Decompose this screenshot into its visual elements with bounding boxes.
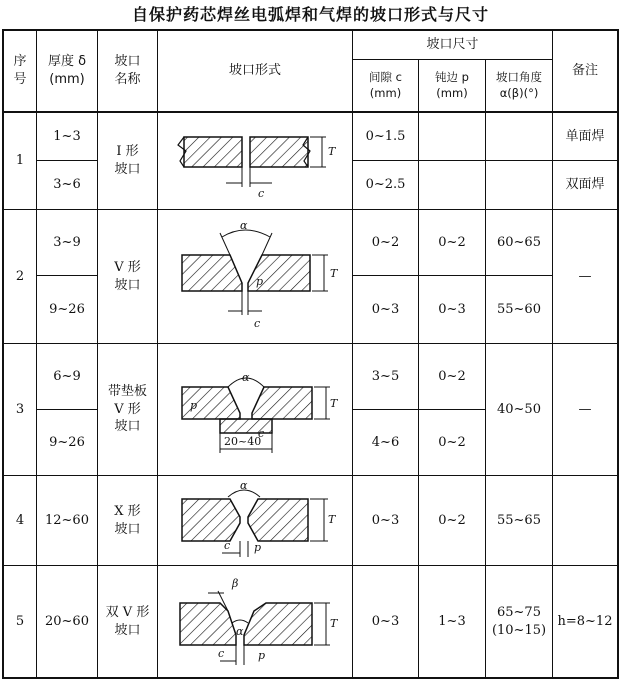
row3-name: 带垫板 V 形 坡口 [107,384,147,435]
border-right [617,29,619,679]
label-p: p [256,275,264,288]
label-c: c [258,427,265,440]
row3-no: 3 [15,401,25,417]
row3-root-a: 0~2 [438,368,466,384]
row2-root-a: 0~2 [438,234,466,250]
v-groove-figure [162,215,348,339]
i-groove-figure [162,117,348,205]
row3-gap-b: 4~6 [371,434,400,450]
row3-thickness-a: 6~9 [53,368,81,384]
row1-gap-b: 0~2.5 [365,177,406,193]
label-c: c [224,539,231,552]
row4-thickness: 12~60 [45,512,89,528]
row2-thickness-a: 3~9 [53,234,81,250]
x-groove-figure [162,479,348,563]
groove-table [2,29,619,679]
label-beta: β [232,577,239,590]
row3-angle: 40~50 [497,401,541,417]
header-seq: 序 号 [13,54,27,87]
label-c: c [218,647,225,660]
backed-v-groove-figure [162,347,348,473]
row5-gap: 0~3 [371,613,400,629]
col-line [157,29,158,679]
row5-thickness: 20~60 [45,613,89,629]
label-backing: 20~40 [224,435,262,448]
label-alpha: α [240,219,248,232]
header-thickness: 厚度 δ (mm) [47,54,87,87]
row2-no: 2 [15,268,25,284]
header-remark: 备注 [571,63,598,79]
row1-no: 1 [15,153,25,169]
row2-remark: — [578,268,592,284]
label-t: T [330,397,338,410]
row1-thickness-b: 3~6 [53,177,81,193]
row2-name: V 形 坡口 [114,259,141,293]
row2-root-b: 0~3 [438,301,466,317]
label-p: p [258,649,266,662]
label-t: T [328,145,336,158]
row3-gap-a: 3~5 [371,368,400,384]
row1-thickness-a: 1~3 [53,128,81,144]
row4-root: 0~2 [438,512,466,528]
row4-name: X 形 坡口 [114,503,141,537]
double-v-groove-figure [162,571,348,675]
label-alpha: α [236,625,244,638]
row1-gap-a: 0~1.5 [365,128,406,144]
label-t: T [330,267,338,280]
row2-angle-a: 60~65 [497,234,541,250]
row2-angle-b: 55~60 [497,301,541,317]
label-alpha: α [242,371,250,384]
header-groove-form: 坡口形式 [228,63,281,79]
header-groove-name: 坡口 名称 [114,54,141,87]
row4-remark [553,476,617,565]
label-c: c [258,187,265,200]
header-angle: 坡口角度 α(β)(°) [496,69,542,100]
header-groove-size: 坡口尺寸 [426,37,479,53]
label-t: T [328,513,336,526]
label-p: p [190,399,198,412]
page-title: 自保护药芯焊丝电弧焊和气焊的坡口形式与尺寸 [131,5,489,24]
row1-root: — [445,153,459,169]
row5-root: 1~3 [438,613,466,629]
row5-remark: h=8~12 [557,613,613,629]
row1-remark-b: 双面焊 [565,177,605,193]
header-gap: 间隙 c (mm) [369,69,402,100]
row1-name: I 形 坡口 [114,144,141,177]
row3-remark: — [578,401,592,417]
row4-gap: 0~3 [371,512,400,528]
row5-no: 5 [15,613,25,629]
row4-angle: 55~65 [497,512,541,528]
row1-angle: — [512,153,526,169]
border-bottom [2,677,619,679]
row5-name: 双 V 形 坡口 [105,604,150,638]
label-c: c [254,317,261,330]
row3-root-b: 0~2 [438,434,466,450]
row3-thickness-b: 9~26 [49,434,85,450]
label-alpha: α [240,479,248,492]
row1-remark-a: 单面焊 [565,128,605,144]
row2-gap-b: 0~3 [371,301,400,317]
row2-thickness-b: 9~26 [49,301,85,317]
row4-no: 4 [15,512,25,528]
row2-gap-a: 0~2 [371,234,400,250]
header-root-face: 钝边 p (mm) [435,69,469,100]
label-t: T [330,617,338,630]
row5-angle: 65~75 (10~15) [491,604,547,638]
label-p: p [254,541,262,554]
